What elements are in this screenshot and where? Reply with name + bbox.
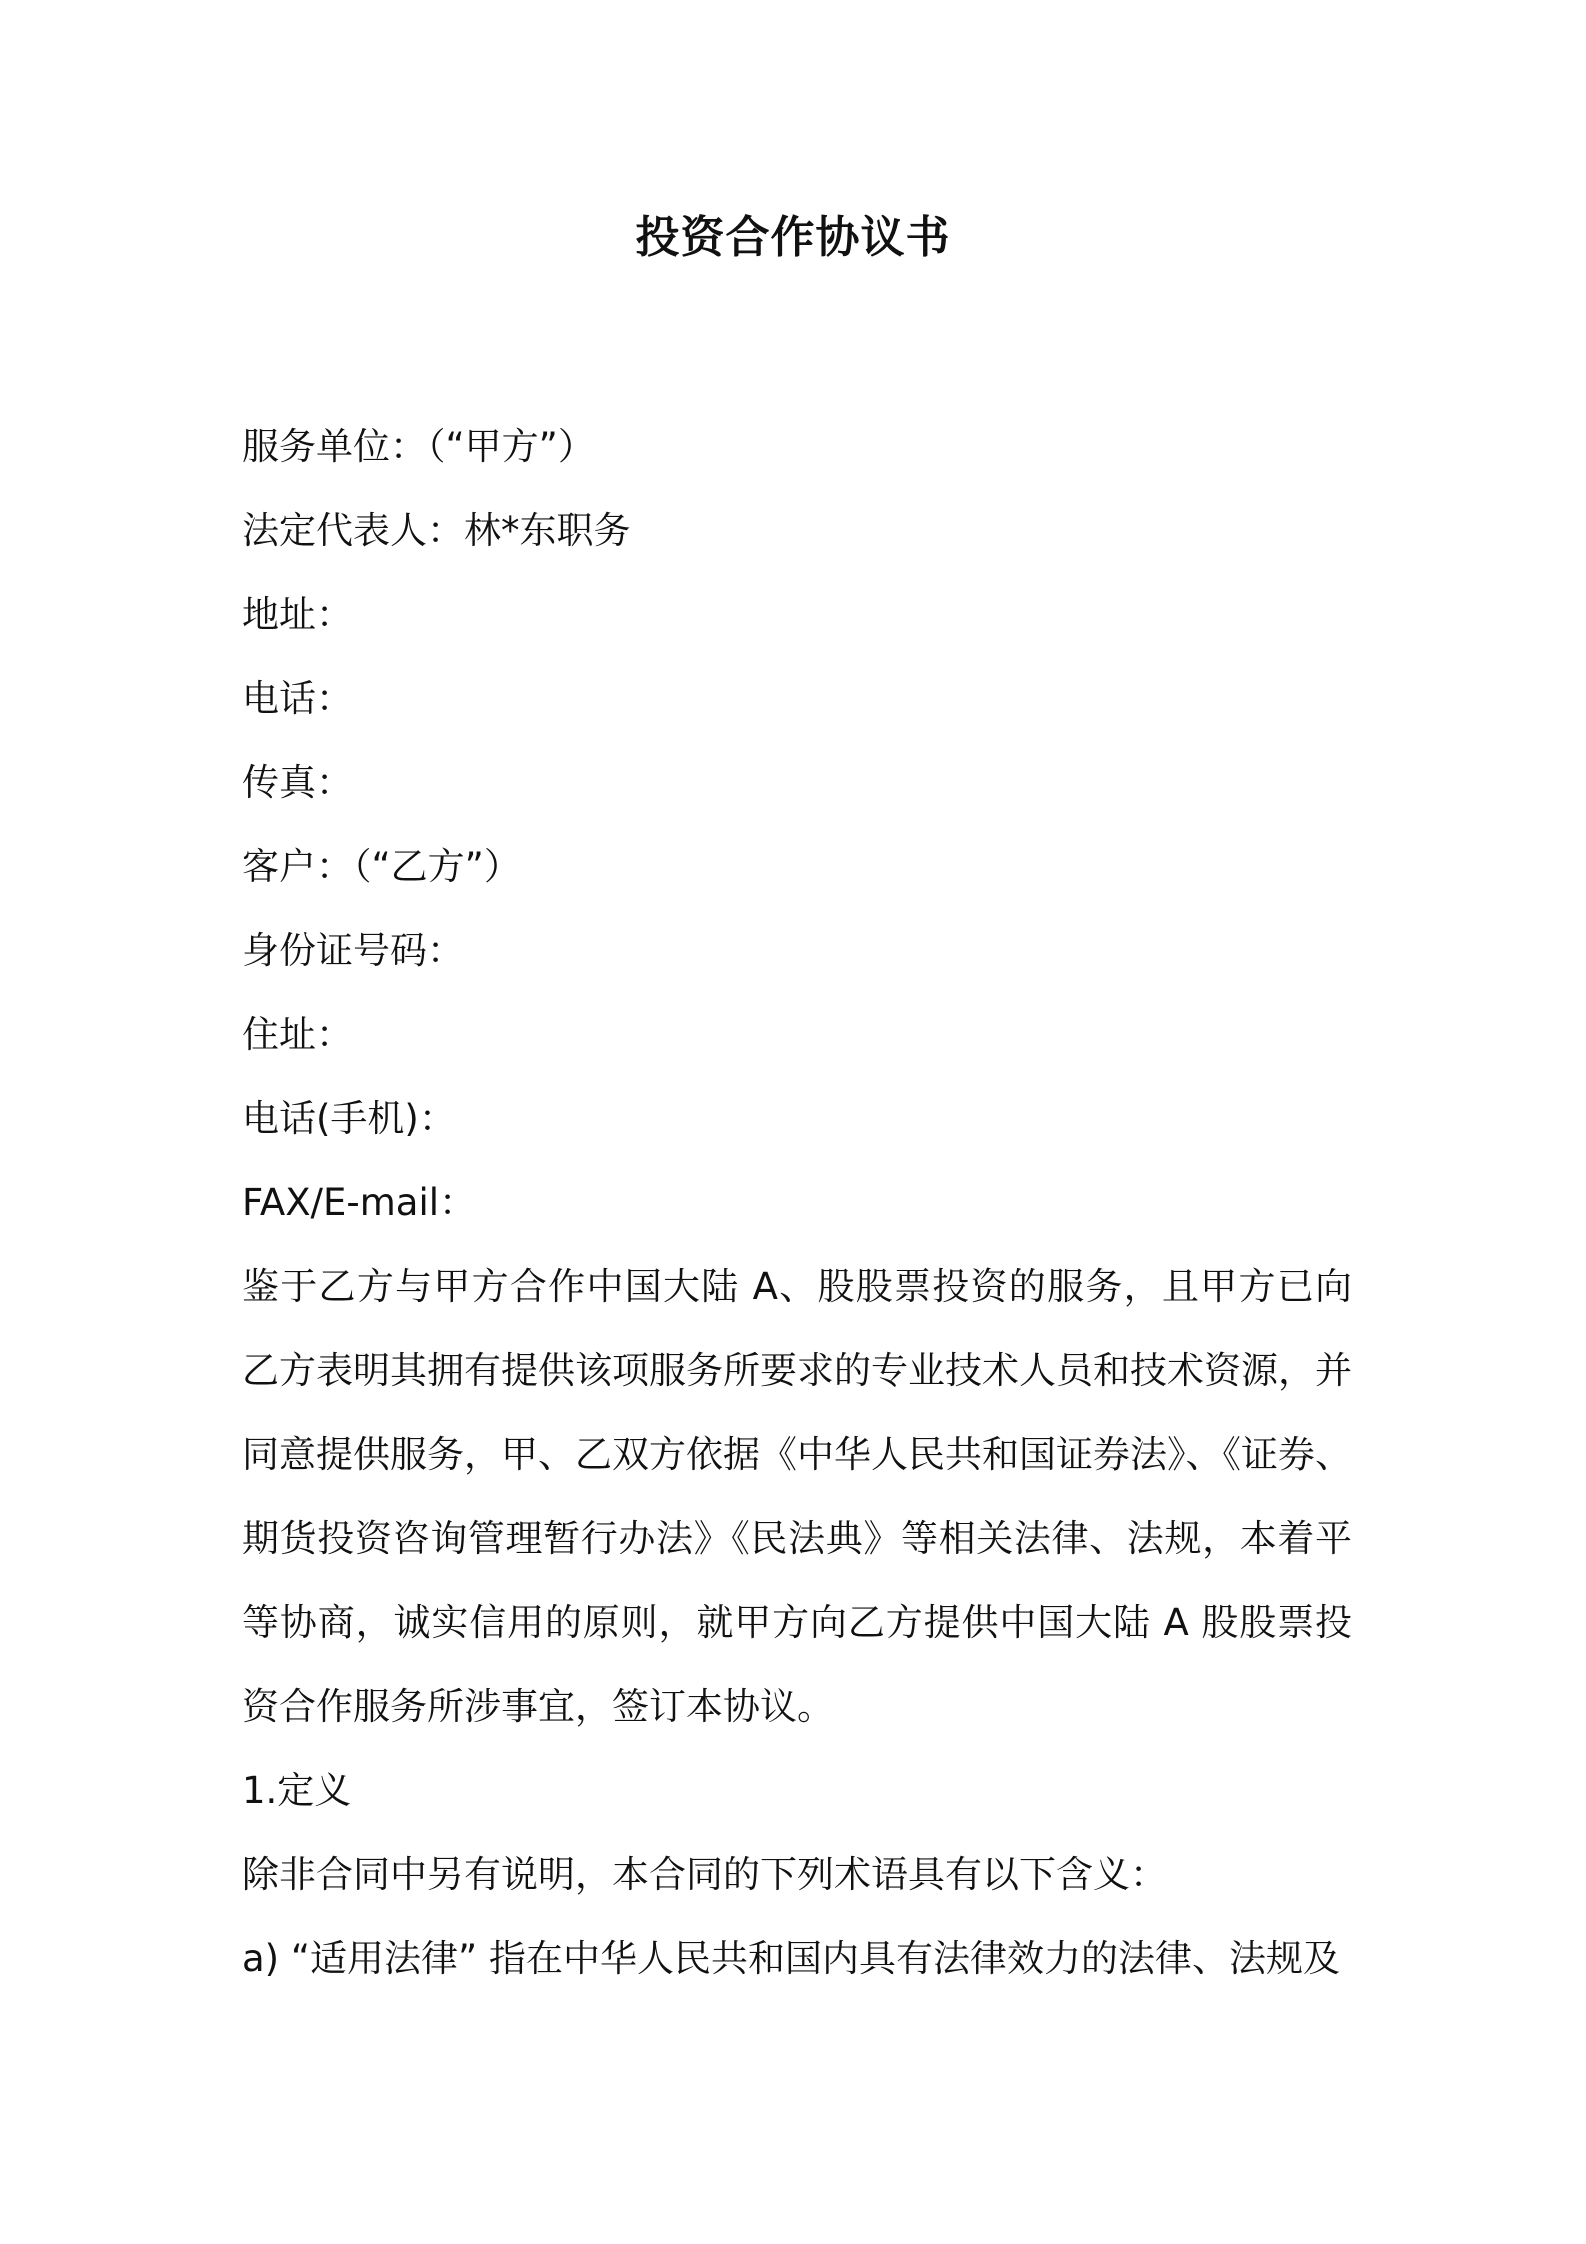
party-b-id-number: 身份证号码： [242, 929, 464, 972]
party-a-address: 地址： [242, 593, 353, 636]
document-body [242, 405, 1352, 2001]
party-b-client: 客户：（“乙方”） [242, 845, 521, 888]
party-b-residence: 住址： [242, 1013, 353, 1056]
party-a-phone: 电话： [242, 677, 353, 720]
document-title: 投资合作协议书 [635, 212, 951, 263]
party-b-mobile: 电话(手机)： [242, 1097, 456, 1140]
section-1-intro: 除非合同中另有说明，本合同的下列术语具有以下含义： [242, 1853, 1167, 1896]
party-a-fax: 传真： [242, 761, 353, 804]
party-a-legal-representative: 法定代表人：林*东职务 [242, 509, 631, 552]
preamble-paragraph: 鉴于乙方与甲方合作中国大陆 A、股股票投资的服务，且甲方已向乙方表明其拥有提供该项服务所要求的专业技术人员和技术资源，并同意提供服务，甲、乙双方依据《中华人民共和国证券法》、《证券、期货投资咨询管理暂行办法》《民法典》等相关法律、法规，本着平等协商，诚实信用的原则，就甲方向乙方提供中国大陆 A 股股票投资合作服务所涉事宜，签订本协议。 [242, 1265, 1352, 1728]
party-b-fax-email: FAX/E-mail： [242, 1181, 477, 1224]
party-a-service-unit: 服务单位：（“甲方”） [242, 425, 595, 468]
section-1-heading: 1.定义 [242, 1769, 352, 1812]
section-1-item-a: a) “适用法律” 指在中华人民共和国内具有法律效力的法律、法规及 [242, 1937, 1340, 1980]
